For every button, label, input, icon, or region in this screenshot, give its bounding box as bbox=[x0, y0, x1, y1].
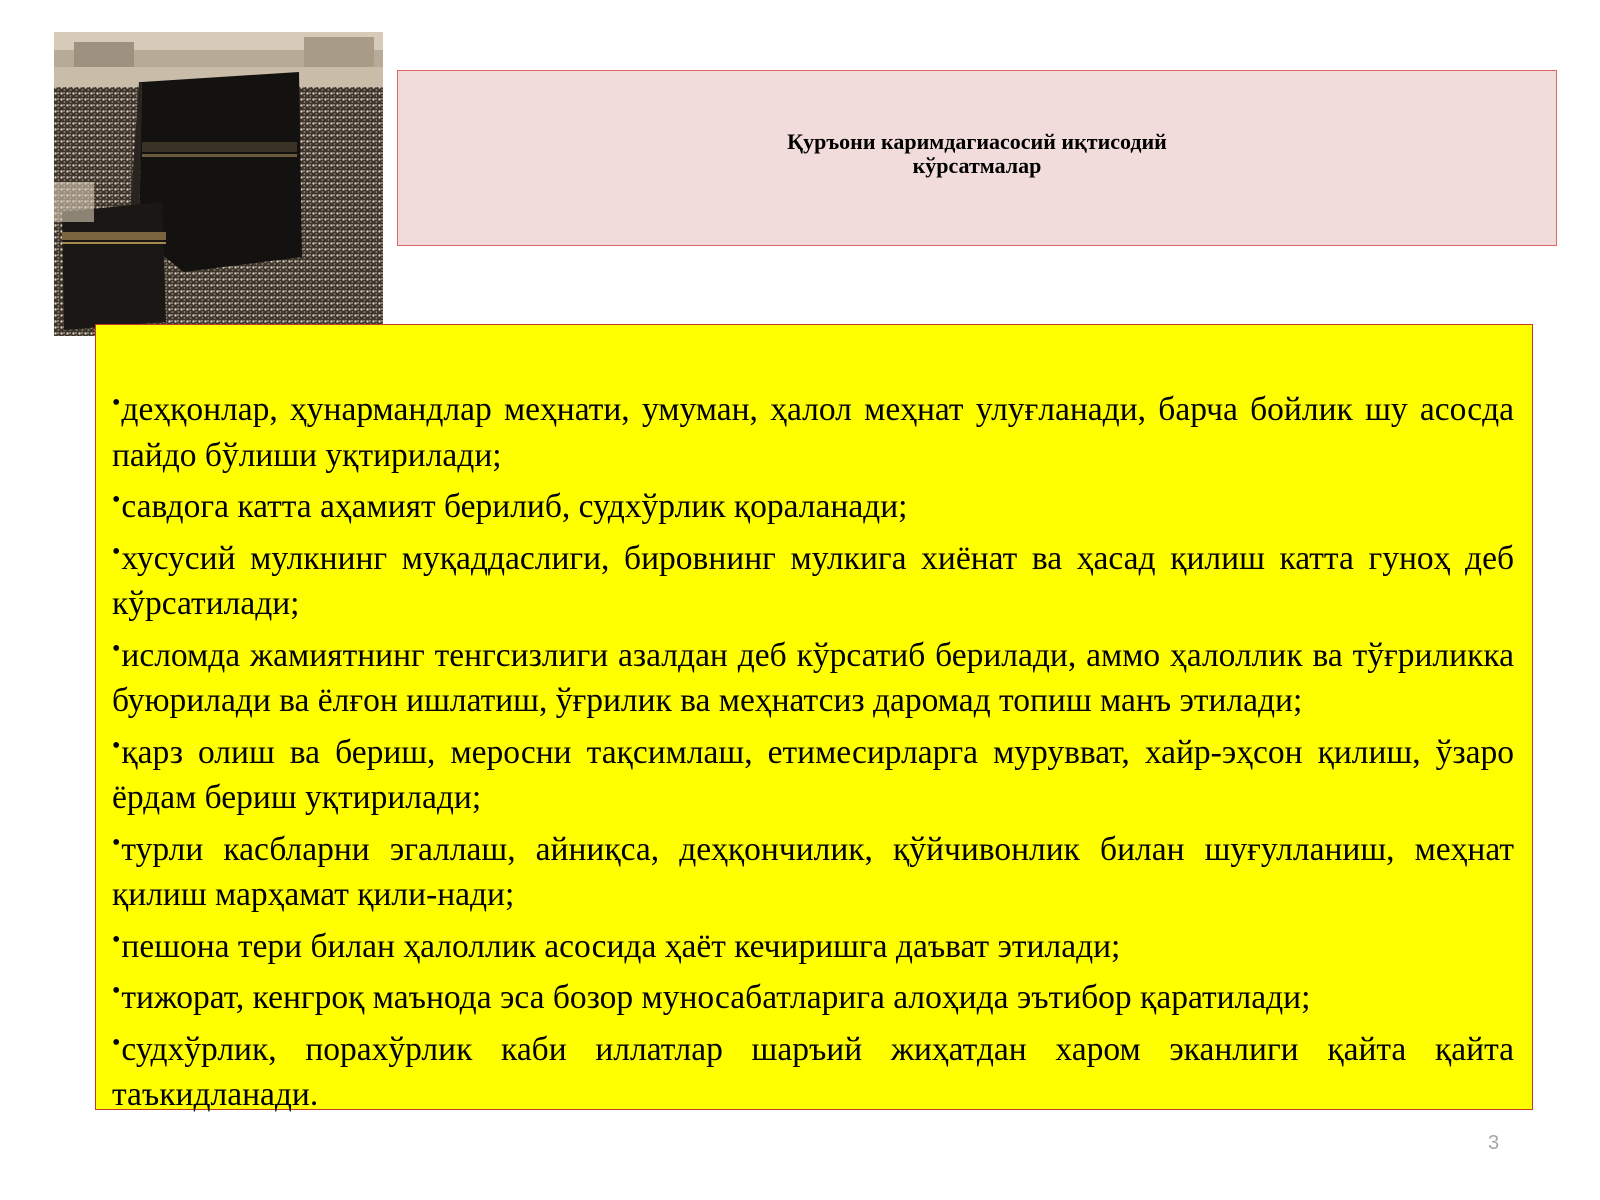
bullet-item bbox=[112, 724, 1514, 821]
title-box bbox=[397, 70, 1557, 246]
kaaba-photo-drawing bbox=[54, 32, 383, 336]
bullet-text: исломда жамиятнинг тенгсизлиги азалдан деб кўрсатиб берилади, аммо ҳалоллик ва тўғриликка буюрилади ва ёлғон ишлатиш, ўғрилик ва меҳнатсиз даромад топиш манъ этилади; bbox=[112, 636, 1514, 719]
bullet-list bbox=[112, 381, 1514, 1118]
bullet-item bbox=[112, 1021, 1514, 1118]
bullet-text: хусусий мулкнинг муқаддаслиги, бировнинг мулкига хиёнат ва ҳасад қилиш катта гуноҳ деб кўрсатилади; bbox=[112, 539, 1514, 622]
slide-title-line-1: Қуръони каримдагиасосий иқтисодий bbox=[787, 129, 1167, 154]
bullet-item bbox=[112, 530, 1514, 627]
bullet-dot: • bbox=[112, 926, 121, 953]
page-number: 3 bbox=[1488, 1132, 1500, 1154]
bullet-dot: • bbox=[112, 1029, 121, 1056]
bullet-dot: • bbox=[112, 635, 121, 662]
bullet-text: турли касбларни эгаллаш, айниқса, деҳқончилик, қўйчивонлик билан шуғулланиш, меҳнат қилиш марҳамат қили-нади; bbox=[112, 830, 1514, 913]
bullet-text: деҳқонлар, ҳунармандлар меҳнати, умуман, ҳалол меҳнат улуғланади, барча бойлик шу асосда пайдо бўлиши уқтирилади; bbox=[112, 391, 1514, 474]
bullet-dot: • bbox=[112, 390, 121, 416]
bullet-item bbox=[112, 381, 1514, 478]
slide-title-line-2: кўрсатмалар bbox=[912, 153, 1042, 178]
bullet-dot: • bbox=[112, 829, 121, 856]
bullet-text: пешона тери билан ҳалоллик асосида ҳаёт кечиришга даъват этилади; bbox=[121, 927, 1121, 965]
bullet-dot: • bbox=[112, 978, 121, 1004]
bullet-dot: • bbox=[112, 732, 121, 759]
kaaba-photo bbox=[54, 32, 383, 336]
bullet-text: судхўрлик, порахўрлик каби иллатлар шаръий жиҳатдан харом эканлиги қайта қайта таъкидланади. bbox=[112, 1030, 1514, 1113]
bullet-item bbox=[112, 627, 1514, 724]
bullet-dot: • bbox=[112, 538, 121, 565]
bullet-item bbox=[112, 478, 1514, 530]
bullet-text: савдога катта аҳамият берилиб, судхўрлик қораланади; bbox=[121, 488, 908, 525]
slide-title bbox=[787, 130, 1167, 178]
bullet-item bbox=[112, 918, 1514, 970]
bullet-item bbox=[112, 821, 1514, 918]
bullet-text: қарз олиш ва бериш, меросни тақсимлаш, етимесирларга мурувват, хайр-эҳсон қилиш, ўзаро ёрдам бериш уқтирилади; bbox=[112, 733, 1514, 816]
bullet-text: тижорат, кенгроқ маънода эса бозор муносабатларига алоҳида эътибор қаратилади; bbox=[121, 979, 1311, 1016]
bullet-item bbox=[112, 969, 1514, 1021]
content-box bbox=[95, 324, 1533, 1113]
bullet-dot: • bbox=[112, 487, 121, 513]
